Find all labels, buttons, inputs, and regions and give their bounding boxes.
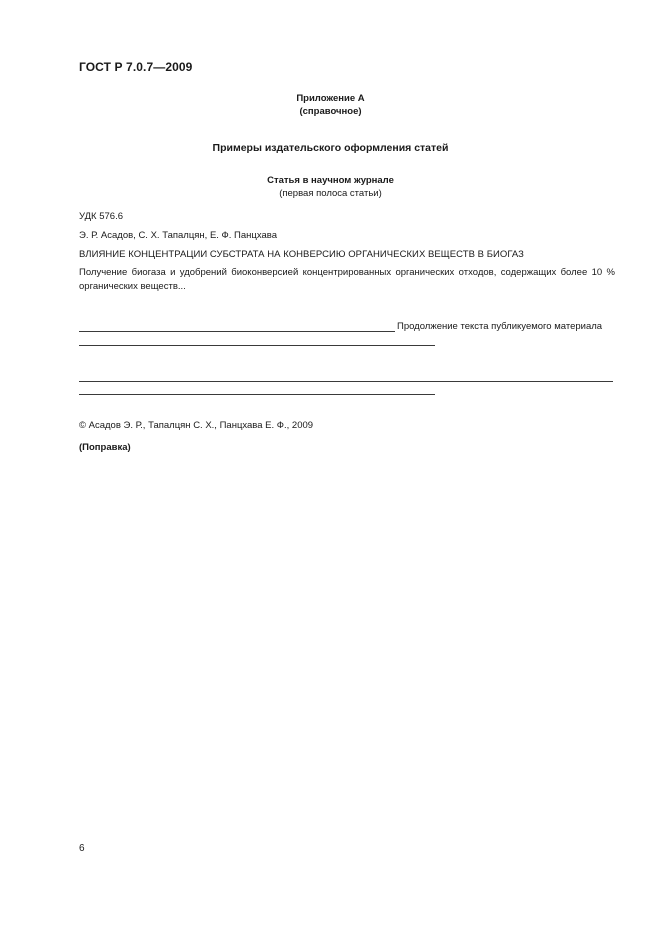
placeholder-rule [79, 345, 435, 346]
placeholder-rule [79, 331, 395, 332]
continuation-note: Продолжение текста публикуемого материала [397, 321, 603, 332]
copyright-line: © Асадов Э. Р., Тапалцян С. Х., Панцхава Е. Ф., 2009 [79, 420, 314, 431]
subsection-note: (первая полоса статьи) [279, 188, 382, 199]
section-title: Примеры издательского оформления статей [212, 142, 449, 154]
correction-note: (Поправка) [79, 442, 131, 453]
placeholder-rule [79, 381, 613, 382]
appendix-title: Приложение А [296, 93, 365, 104]
appendix-heading [0, 92, 661, 118]
article-abstract: Получение биогаза и удобрений биоконверсией концентрированных органических отходов, содержащих более 10 % органических веществ... [79, 267, 615, 292]
subsection-title: Статья в научном журнале [267, 175, 394, 186]
subsection-heading [0, 174, 661, 200]
article-title: ВЛИЯНИЕ КОНЦЕНТРАЦИИ СУБСТРАТА НА КОНВЕРСИЮ ОРГАНИЧЕСКИХ ВЕЩЕСТВ В БИОГАЗ [79, 249, 524, 260]
appendix-note: (справочное) [299, 106, 362, 117]
article-authors: Э. Р. Асадов, С. Х. Тапалцян, Е. Ф. Панцхава [79, 230, 278, 241]
placeholder-rule [79, 394, 435, 395]
page-number: 6 [79, 843, 85, 854]
udk-code: УДК 576.6 [79, 211, 123, 222]
standard-code: ГОСТ Р 7.0.7—2009 [79, 60, 193, 74]
